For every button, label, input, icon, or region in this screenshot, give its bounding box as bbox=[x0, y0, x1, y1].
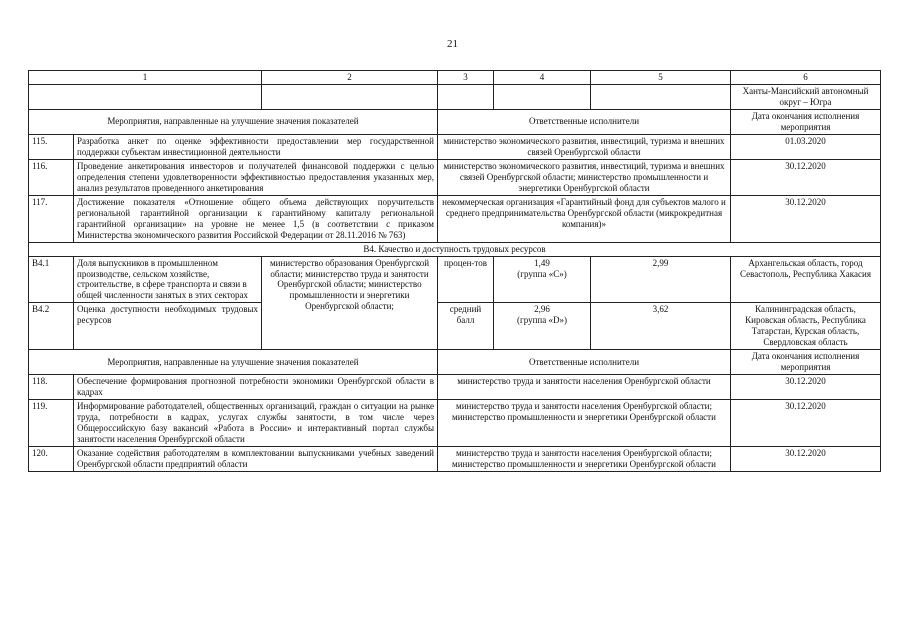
indicator-responsible: министерство образования Оренбургской области; министерство труда и занятости Оренбургской области; министерство промышленности и энергетики Оренбургской области; bbox=[262, 256, 438, 350]
measure-text: Достижение показателя «Отношение общего объема действующих поручительств региональной гарантийной организации к гарантийному капиталу региональной гарантийной организации» на уровне не менее 1,5 (в соответствии с приказом Министерства экономического развития Российской Федерации от 28.11.2016 № 763) bbox=[74, 195, 438, 242]
row-number: 119. bbox=[29, 400, 74, 447]
table-row bbox=[29, 447, 881, 472]
column-number-row bbox=[29, 71, 881, 85]
indicator-regions: Калининградская область, Кировская область, Республика Татарстан, Курская область, Свердловская область bbox=[731, 303, 881, 350]
deadline-header-label: Дата окончания исполнения мероприятия bbox=[731, 350, 881, 375]
indicator-row bbox=[29, 303, 881, 350]
col-number-4: 4 bbox=[494, 71, 591, 85]
deadline-date: 01.03.2020 bbox=[731, 134, 881, 159]
section-title: В4. Качество и доступность трудовых ресурсов bbox=[29, 242, 881, 256]
indicator-regions: Архангельская область, город Севастополь, Республика Хакасия bbox=[731, 256, 881, 303]
responsible-text: некоммерческая организация «Гарантийный фонд для субъектов малого и среднего предпринимательства Оренбургской области (микрокредитная компания)» bbox=[438, 195, 731, 242]
table-row bbox=[29, 159, 881, 195]
indicator-name: Доля выпускников в промышленном производстве, сельском хозяйстве, строительстве, в сфере транспорта и связи в общей численности занятых в этих секторах bbox=[74, 256, 262, 303]
measure-text: Обеспечение формирования прогнозной потребности экономики Оренбургской области в кадрах bbox=[74, 375, 438, 400]
deadline-date: 30.12.2020 bbox=[731, 400, 881, 447]
indicator-name: Оценка доступности необходимых трудовых ресурсов bbox=[74, 303, 262, 350]
col-number-3: 3 bbox=[438, 71, 494, 85]
responsible-header-label: Ответственные исполнители bbox=[438, 109, 731, 134]
deadline-header-label: Дата окончания исполнения мероприятия bbox=[731, 109, 881, 134]
indicator-unit: средний балл bbox=[438, 303, 494, 350]
deadline-date: 30.12.2020 bbox=[731, 447, 881, 472]
table-row bbox=[29, 375, 881, 400]
responsible-text: министерство труда и занятости населения Оренбургской области; министерство промышленности и энергетики Оренбургской области bbox=[438, 400, 731, 447]
responsible-text: министерство труда и занятости населения Оренбургской области; министерство промышленности и энергетики Оренбургской области bbox=[438, 447, 731, 472]
section-row bbox=[29, 242, 881, 256]
indicator-code: В4.2 bbox=[29, 303, 74, 350]
table-row bbox=[29, 134, 881, 159]
deadline-date: 30.12.2020 bbox=[731, 195, 881, 242]
col-number-6: 6 bbox=[731, 71, 881, 85]
indicator-value-number: 2,96 bbox=[534, 304, 550, 315]
indicator-row bbox=[29, 256, 881, 303]
col-number-5: 5 bbox=[591, 71, 731, 85]
indicator-target: 3,62 bbox=[591, 303, 731, 350]
measures-header-label: Мероприятия, направленные на улучшение значения показателей bbox=[29, 109, 438, 134]
row-number: 116. bbox=[29, 159, 74, 195]
responsible-text: министерство труда и занятости населения Оренбургской области bbox=[438, 375, 731, 400]
responsible-text: министерство экономического развития, инвестиций, туризма и внешних связей Оренбургской области bbox=[438, 134, 731, 159]
measures-header-label: Мероприятия, направленные на улучшение значения показателей bbox=[29, 350, 438, 375]
indicators-table bbox=[28, 70, 881, 472]
row-number: 118. bbox=[29, 375, 74, 400]
table-row bbox=[29, 400, 881, 447]
row-number: 115. bbox=[29, 134, 74, 159]
measure-text: Оказание содействия работодателям в комплектовании выпускниками учебных заведений Оренбургской области предприятий области bbox=[74, 447, 438, 472]
region-header-row bbox=[29, 84, 881, 109]
page-number: 21 bbox=[447, 38, 458, 50]
deadline-date: 30.12.2020 bbox=[731, 159, 881, 195]
responsible-text: министерство экономического развития, инвестиций, туризма и внешних связей Оренбургской области; министерство промышленности и энергетики Оренбургской области bbox=[438, 159, 731, 195]
measures-header-row bbox=[29, 350, 881, 375]
col-number-1: 1 bbox=[29, 71, 262, 85]
indicator-group: (группа «D») bbox=[517, 315, 567, 326]
indicator-unit: процен-тов bbox=[438, 256, 494, 303]
indicator-value bbox=[494, 303, 591, 350]
row-number: 120. bbox=[29, 447, 74, 472]
measure-text: Проведение анкетирования инвесторов и получателей финансовой поддержки с целью определения степени удовлетворенности эффективностью предоставления указанных мер, анализ результатов проведенного анкетирования bbox=[74, 159, 438, 195]
indicator-target: 2,99 bbox=[591, 256, 731, 303]
indicator-value-number: 1,49 bbox=[534, 257, 550, 268]
col-number-2: 2 bbox=[262, 71, 438, 85]
table-row bbox=[29, 195, 881, 242]
row-number: 117. bbox=[29, 195, 74, 242]
measure-text: Информирование работодателей, общественных организаций, граждан о ситуации на рынке труда, потребности в кадрах, услугах службы занятости, в том числе через Общероссийскую базу вакансий «Работа в России» и интерактивный портал службы занятости населения Оренбургской области bbox=[74, 400, 438, 447]
region-header: Ханты-Мансийский автономный округ – Югра bbox=[731, 84, 881, 109]
responsible-header-label: Ответственные исполнители bbox=[438, 350, 731, 375]
deadline-date: 30.12.2020 bbox=[731, 375, 881, 400]
indicator-group: (группа «С») bbox=[517, 268, 567, 279]
measures-header-row bbox=[29, 109, 881, 134]
measure-text: Разработка анкет по оценке эффективности предоставлении мер государственной поддержки субъектам инвестиционной деятельности bbox=[74, 134, 438, 159]
indicator-code: В4.1 bbox=[29, 256, 74, 303]
indicator-value bbox=[494, 256, 591, 303]
